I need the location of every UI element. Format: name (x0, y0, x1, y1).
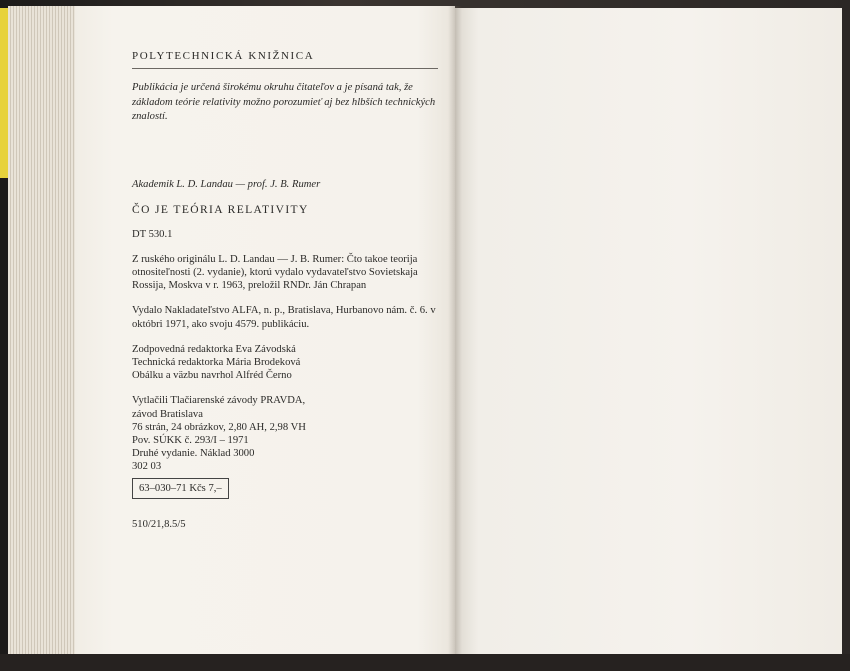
footer-code: 510/21,8.5/5 (132, 518, 186, 530)
publication-note: Publikácia je určená širokému okruhu čitateľov a je písaná tak, že základom teórie relativity možno porozumieť aj bez hlbších technických znalostí. (132, 82, 436, 122)
page-edges (8, 6, 78, 658)
printing-line: Vytlačili Tlačiarenské závody PRAVDA, (132, 395, 306, 407)
dt-code: DT 530.1 (132, 228, 173, 240)
book-title: ČO JE TEÓRIA RELATIVITY (132, 203, 309, 216)
book-gutter (448, 6, 462, 654)
printing-line: Druhé vydanie. Náklad 3000 (132, 448, 255, 460)
printing-line: 76 strán, 24 obrázkov, 2,80 AH, 2,98 VH (132, 421, 306, 433)
editor-line: Obálku a väzbu navrhol Alfréd Černo (132, 370, 292, 382)
right-page (455, 8, 842, 654)
printing-line: Pov. SÚKK č. 293/I – 1971 (132, 434, 249, 446)
editor-line: Technická redaktorka Mária Brodeková (132, 356, 301, 368)
editors-block (132, 343, 440, 383)
bottom-edge (0, 654, 850, 671)
series-name: POLYTECHNICKÁ KNIŽNICA (132, 50, 315, 62)
translation-text: Z ruského originálu L. D. Landau — J. B. Rumer: Čto takoe teorija otnositeľnosti (2. vydanie), ktorú vydalo vydavateľstvo Sovietskaja Rossija, Moskva v r. 1963, preložil RNDr. Ján Chrapan (132, 253, 418, 292)
printing-line: závod Bratislava (132, 408, 203, 420)
imprint-content (132, 50, 440, 530)
publisher-text: Vydalo Nakladateľstvo ALFA, n. p., Bratislava, Hurbanovo nám. č. 6. v októbri 1971, ako svoju 4579. publikáciu. (132, 305, 436, 330)
publisher-info (132, 304, 440, 330)
price-box: 63–030–71 Kčs 7,– (132, 478, 229, 499)
series-rule (132, 68, 438, 69)
editor-line: Zodpovedná redaktorka Eva Závodská (132, 343, 296, 355)
translation-info (132, 253, 440, 293)
printing-line: 302 03 (132, 461, 162, 473)
authors-line: Akademik L. D. Landau — prof. J. B. Rumer (132, 178, 321, 190)
printing-block (132, 394, 440, 473)
